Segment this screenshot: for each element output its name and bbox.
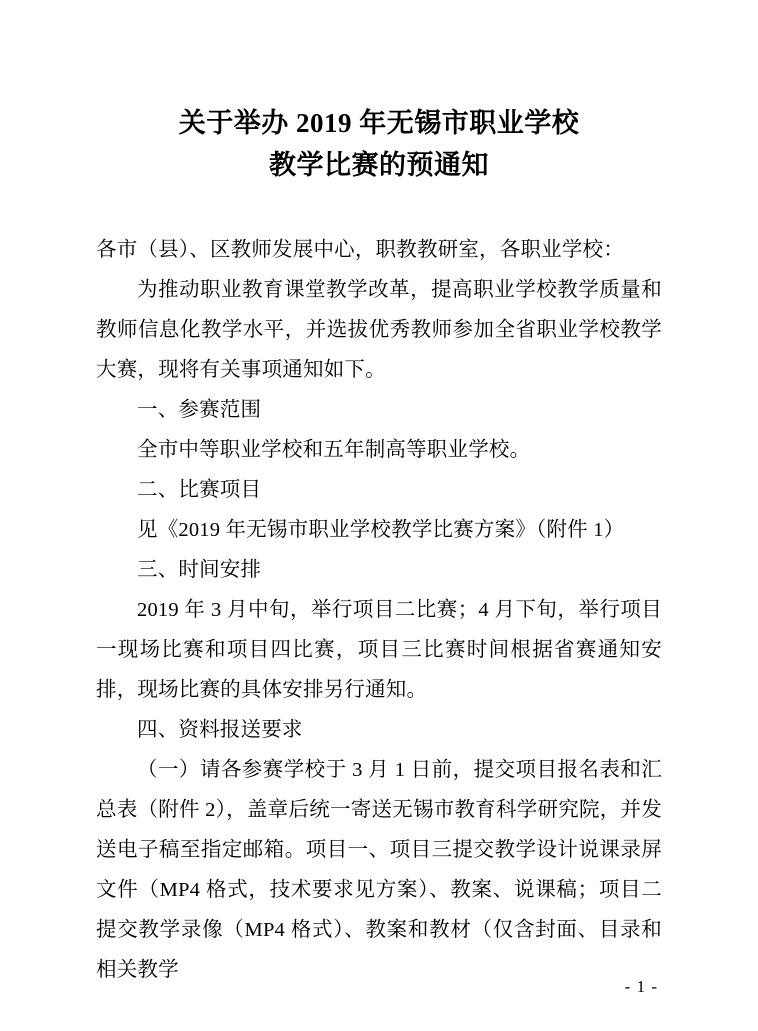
page-number: - 1 - bbox=[624, 977, 658, 996]
paragraph-salutation: 各市（县）、区教师发展中心，职教教研室，各职业学校： bbox=[96, 239, 624, 261]
paragraph-intro: 为推动职业教育课堂教学改革，提高职业学校教学质量和教师信息化教学水平，并选拔优秀教师参加全省职业学校教学大赛，现将有关事项通知如下。 bbox=[96, 279, 662, 381]
title-line-1: 关于举办 2019 年无锡市职业学校 bbox=[178, 108, 580, 138]
heading-section-2: 二、比赛项目 bbox=[137, 479, 262, 501]
paragraph-section-2-body: 见《2019 年无锡市职业学校教学比赛方案》（附件 1） bbox=[137, 519, 625, 541]
paragraph-section-3-body: 2019 年 3 月中旬，举行项目二比赛；4 月下旬，举行项目一现场比赛和项目四比赛，项目三比赛时间根据省赛通知安排，现场比赛的具体安排另行通知。 bbox=[96, 599, 662, 701]
title-line-2: 教学比赛的预通知 bbox=[269, 150, 489, 180]
document-body bbox=[96, 230, 662, 990]
page-title bbox=[96, 96, 662, 186]
heading-section-4: 四、资料报送要求 bbox=[137, 719, 303, 741]
heading-section-1: 一、参赛范围 bbox=[137, 399, 262, 421]
paragraph-section-1-body: 全市中等职业学校和五年制高等职业学校。 bbox=[137, 439, 531, 461]
paragraph-section-4-item-1: （一）请各参赛学校于 3 月 1 日前，提交项目报名表和汇总表（附件 2），盖章后统一寄送无锡市教育科学研究院，并发送电子稿至指定邮箱。项目一、项目三提交教学设计说课录屏文件（MP4 格式，技术要求见方案）、教案、说课稿；项目二提交教学录像（MP4 格式）、教案和教材（仅含封面、目录和相关教学 bbox=[96, 759, 662, 981]
heading-section-3: 三、时间安排 bbox=[137, 559, 262, 581]
